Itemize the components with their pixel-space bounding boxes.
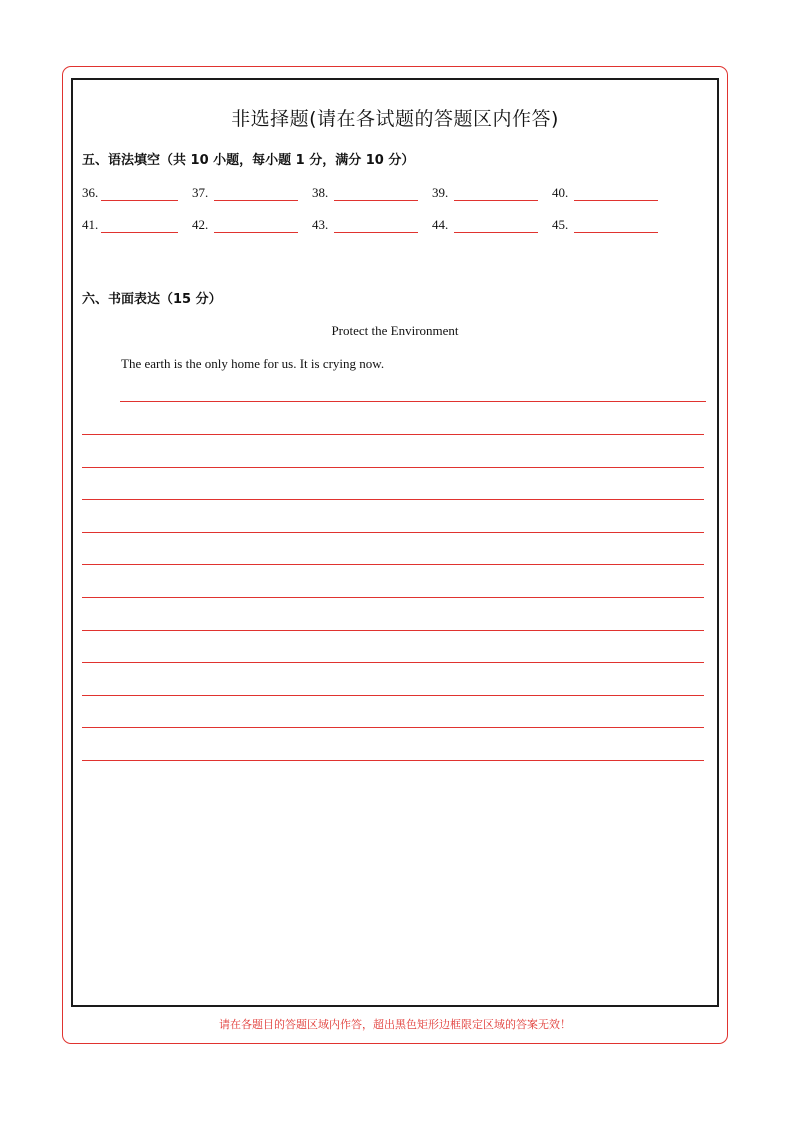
answer-line xyxy=(574,232,658,233)
blank-39[interactable] xyxy=(432,185,538,201)
essay-opening-sentence: The earth is the only home for us. It is crying now. xyxy=(121,356,385,371)
blank-38[interactable] xyxy=(312,185,418,201)
essay-title: Protect the Environment xyxy=(331,323,459,338)
writing-line[interactable] xyxy=(82,760,704,761)
blank-40[interactable] xyxy=(552,185,658,201)
writing-line[interactable] xyxy=(82,434,704,435)
writing-line[interactable] xyxy=(82,467,704,468)
writing-line[interactable] xyxy=(82,597,704,598)
blank-number: 43. xyxy=(312,217,329,232)
section-6-heading: 六、书面表达（15 分） xyxy=(82,292,222,307)
answer-line xyxy=(101,200,178,201)
writing-line[interactable] xyxy=(82,727,704,728)
writing-line[interactable] xyxy=(82,695,704,696)
writing-line[interactable] xyxy=(82,564,704,565)
blank-number: 41. xyxy=(82,217,99,232)
section-5-heading: 五、语法填空（共 10 小题，每小题 1 分，满分 10 分） xyxy=(82,153,415,168)
blank-37[interactable] xyxy=(192,185,298,201)
page-title: 非选择题(请在各试题的答题区内作答) xyxy=(231,108,559,130)
blank-number: 45. xyxy=(552,217,569,232)
blank-number: 39. xyxy=(432,185,449,200)
answer-line xyxy=(454,232,538,233)
blank-43[interactable] xyxy=(312,217,418,233)
writing-line[interactable] xyxy=(82,499,704,500)
answer-line xyxy=(214,200,298,201)
blank-number: 37. xyxy=(192,185,209,200)
blank-44[interactable] xyxy=(432,217,538,233)
writing-line[interactable] xyxy=(120,401,706,402)
blank-number: 40. xyxy=(552,185,569,200)
blank-number: 42. xyxy=(192,217,209,232)
writing-line[interactable] xyxy=(82,532,704,533)
answer-line xyxy=(574,200,658,201)
answer-line xyxy=(334,200,418,201)
answer-line xyxy=(101,232,178,233)
answer-line xyxy=(214,232,298,233)
blank-number: 36. xyxy=(82,185,99,200)
blank-number: 38. xyxy=(312,185,329,200)
blank-45[interactable] xyxy=(552,217,658,233)
answer-line xyxy=(454,200,538,201)
answer-line xyxy=(334,232,418,233)
blank-42[interactable] xyxy=(192,217,298,233)
footer-notice: 请在各题目的答题区域内作答，超出黑色矩形边框限定区域的答案无效！ xyxy=(219,1018,571,1031)
writing-line[interactable] xyxy=(82,662,704,663)
blank-41[interactable] xyxy=(82,217,178,233)
writing-line[interactable] xyxy=(82,630,704,631)
blank-36[interactable] xyxy=(82,185,178,201)
blank-number: 44. xyxy=(432,217,449,232)
